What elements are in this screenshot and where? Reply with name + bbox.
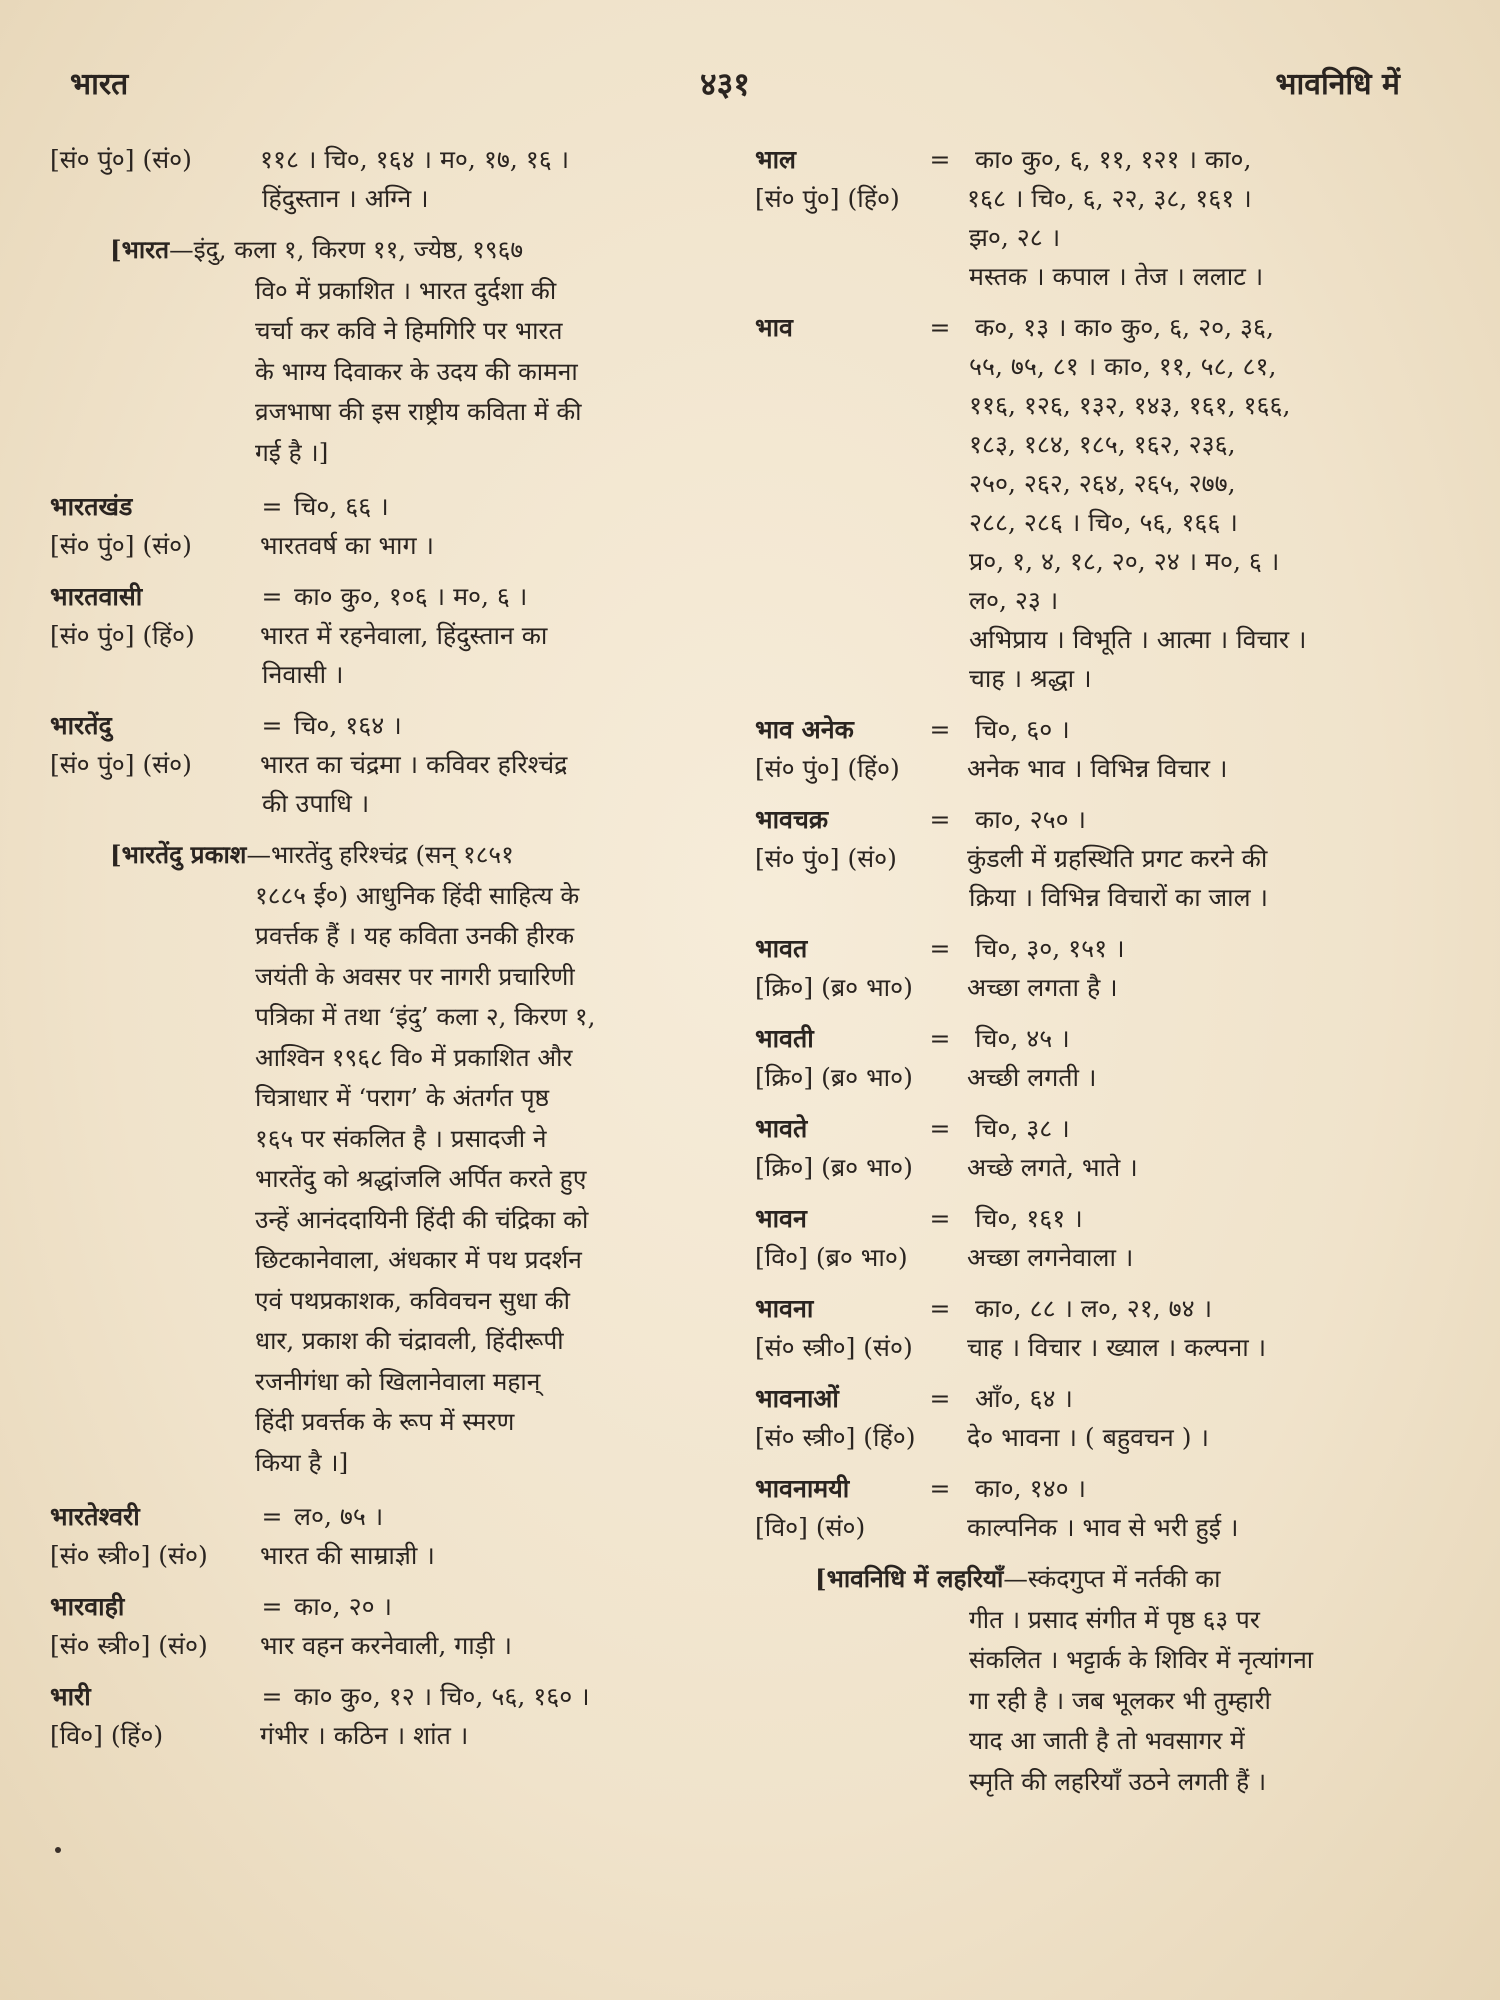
note-bhavnidhi-mein-lahariyan bbox=[755, 1559, 1415, 1802]
note-line: —स्कंदगुप्त में नर्तकी का bbox=[1003, 1564, 1221, 1593]
note-line: व्रजभाषा की इस राष्ट्रीय कविता में की bbox=[255, 397, 582, 426]
entry-refs: का०, २५० । bbox=[975, 805, 1086, 834]
note-line: उन्हें आनंददायिनी हिंदी की चंद्रिका को bbox=[255, 1204, 589, 1234]
entry-definition: चाह । श्रद्धा । bbox=[969, 664, 1092, 693]
entry-definition: चाह । विचार । ख्याल । कल्पना । bbox=[967, 1333, 1267, 1362]
headword: भारवाही bbox=[50, 1592, 125, 1621]
entry-definition: भारतवर्ष का भाग । bbox=[260, 531, 434, 560]
grammar-label: [वि०] (सं०) bbox=[755, 1513, 866, 1542]
entry-bhav-anek bbox=[755, 710, 1415, 788]
grammar-label: [सं० पुं०] (सं०) bbox=[50, 750, 192, 779]
entry-bharatvasi bbox=[50, 577, 710, 694]
entry-bhavate bbox=[755, 1109, 1415, 1187]
entry-bhal bbox=[755, 140, 1415, 296]
entry-refs: क०, १३ । का० कु०, ६, २०, ३६, bbox=[975, 313, 1274, 342]
headword: भारतेंदु bbox=[50, 711, 112, 740]
entry-definition: भारत का चंद्रमा । कविवर हरिश्चंद्र bbox=[260, 750, 568, 779]
note-line: चर्चा कर कवि ने हिमगिरि पर भारत bbox=[255, 316, 563, 345]
note-line: जयंती के अवसर पर नागरी प्रचारिणी bbox=[255, 961, 575, 991]
entry-bhari bbox=[50, 1677, 710, 1755]
print-speck bbox=[55, 1847, 61, 1853]
grammar-label: [सं० स्त्री०] (सं०) bbox=[50, 1541, 208, 1570]
equals-sign: = bbox=[261, 1592, 283, 1621]
entry-refs: का० कु०, १२ । चि०, ५६, १६० । bbox=[294, 1682, 590, 1711]
note-line: प्रवर्त्तक हैं । यह कविता उनकी हीरक bbox=[255, 921, 575, 950]
equals-sign: = bbox=[929, 1024, 951, 1053]
headword: भाव अनेक bbox=[755, 715, 854, 744]
entry-refs: का० कु०, १०६ । म०, ६ । bbox=[294, 582, 528, 611]
entry-refs: चि०, १६४ । bbox=[294, 711, 402, 740]
note-line: एवं पथप्रकाशक, कविवचन सुधा की bbox=[255, 1285, 570, 1315]
entry-refs: १६८ । चि०, ६, २२, ३८, १६१ । bbox=[967, 184, 1252, 213]
entry-bhavan bbox=[755, 1199, 1415, 1277]
entry-bharateshvari bbox=[50, 1497, 710, 1575]
header-left-guide-word: भारत bbox=[70, 67, 129, 102]
headword: भावत bbox=[755, 934, 808, 963]
note-line: चित्राधार में ‘पराग’ के अंतर्गत पृष्ठ bbox=[255, 1083, 550, 1112]
entry-refs: प्र०, १, ४, १८, २०, २४ । म०, ६ । bbox=[969, 547, 1280, 576]
note-line: वि० में प्रकाशित । भारत दुर्दशा की bbox=[255, 275, 557, 305]
grammar-label: [सं० पुं०] (हिं०) bbox=[755, 184, 900, 213]
entry-definition: दे० भावना । ( बहुवचन ) । bbox=[967, 1423, 1209, 1452]
note-bharatendu-prakash bbox=[50, 835, 710, 1483]
entry-definition: निवासी । bbox=[262, 660, 344, 689]
grammar-label: [सं० स्त्री०] (हिं०) bbox=[755, 1423, 916, 1452]
headword: भावती bbox=[755, 1024, 814, 1053]
equals-sign: = bbox=[261, 582, 283, 611]
note-line: संकलित । भट्टार्क के शिविर में नृत्यांगना bbox=[969, 1645, 1314, 1674]
entry-refs: आँ०, ६४ । bbox=[975, 1384, 1073, 1413]
equals-sign: = bbox=[929, 805, 951, 834]
entry-definition: भारत की साम्राज्ञी । bbox=[260, 1541, 435, 1570]
note-line: —इंदु, कला १, किरण ११, ज्येष्ठ, १९६७ bbox=[169, 235, 524, 264]
entry-refs: का० कु०, ६, ११, १२१ । का०, bbox=[975, 145, 1252, 174]
entry-refs: चि०, ३८ । bbox=[975, 1114, 1070, 1143]
entry-definition: क्रिया । विभिन्न विचारों का जाल । bbox=[969, 883, 1269, 912]
note-line: १८८५ ई०) आधुनिक हिंदी साहित्य के bbox=[255, 880, 580, 910]
note-line: गा रही है । जब भूलकर भी तुम्हारी bbox=[969, 1685, 1271, 1715]
entry-definition: भार वहन करनेवाली, गाड़ी । bbox=[260, 1631, 513, 1660]
headword: भाव bbox=[755, 313, 793, 342]
grammar-label: [सं० स्त्री०] (सं०) bbox=[755, 1333, 913, 1362]
entry-refs: का०, ८८ । ल०, २१, ७४ । bbox=[975, 1294, 1213, 1323]
equals-sign: = bbox=[929, 1114, 951, 1143]
grammar-label: [क्रि०] (ब्र० भा०) bbox=[755, 1063, 913, 1092]
note-line: स्मृति की लहरियाँ उठने लगती हैं । bbox=[969, 1766, 1267, 1796]
entry-definition: अच्छा लगनेवाला । bbox=[967, 1243, 1134, 1272]
grammar-label: [सं० पुं०] (हिं०) bbox=[50, 621, 195, 650]
entry-definition: काल्पनिक । भाव से भरी हुई । bbox=[967, 1513, 1239, 1542]
entry-refs: चि०, ३०, १५१ । bbox=[975, 934, 1125, 963]
note-head: [भारत bbox=[110, 235, 170, 264]
grammar-label: [क्रि०] (ब्र० भा०) bbox=[755, 1153, 913, 1182]
entry-definition: अनेक भाव । विभिन्न विचार । bbox=[967, 754, 1228, 783]
entry-bhavanaon bbox=[755, 1379, 1415, 1457]
entry-bhavchakra bbox=[755, 800, 1415, 917]
note-bharat bbox=[50, 230, 710, 473]
right-column bbox=[755, 140, 1415, 1816]
note-line: गीत । प्रसाद संगीत में पृष्ठ ६३ पर bbox=[969, 1604, 1260, 1634]
note-line: हिंदी प्रवर्त्तक के रूप में स्मरण bbox=[255, 1407, 515, 1436]
grammar-label: [वि०] (हिं०) bbox=[50, 1721, 164, 1750]
note-head: [भावनिधि में लहरियाँ bbox=[815, 1564, 1004, 1593]
grammar-label: [सं० पुं०] (सं०) bbox=[755, 844, 897, 873]
entry-bharatkhand bbox=[50, 487, 710, 565]
entry-refs: का०, २० । bbox=[294, 1592, 392, 1621]
grammar-label: [वि०] (ब्र० भा०) bbox=[755, 1243, 908, 1272]
entry-definition: हिंदुस्तान । अग्नि । bbox=[262, 184, 429, 213]
entry-bharatendu bbox=[50, 706, 710, 823]
note-line: के भाग्य दिवाकर के उदय की कामना bbox=[255, 356, 578, 386]
equals-sign: = bbox=[929, 313, 951, 342]
equals-sign: = bbox=[929, 1384, 951, 1413]
note-line: आश्विन १९६८ वि० में प्रकाशित और bbox=[255, 1042, 573, 1072]
entry-bhavana bbox=[755, 1289, 1415, 1367]
equals-sign: = bbox=[929, 934, 951, 963]
page-number: ४३१ bbox=[700, 65, 750, 103]
equals-sign: = bbox=[261, 1502, 283, 1531]
left-column bbox=[50, 140, 710, 1767]
entry-definition: अच्छा लगता है । bbox=[967, 973, 1118, 1002]
entry-refs: ११८ । चि०, १६४ । म०, १७, १६ । bbox=[260, 145, 570, 174]
note-line: —भारतेंदु हरिश्चंद्र (सन् १८५१ bbox=[246, 840, 514, 869]
equals-sign: = bbox=[929, 1204, 951, 1233]
entry-refs: चि०, ६६ । bbox=[294, 492, 389, 521]
entry-bharat-continued bbox=[50, 140, 710, 218]
entry-bhavat bbox=[755, 929, 1415, 1007]
entry-bhavanamayi bbox=[755, 1469, 1415, 1547]
grammar-label: [सं० पुं०] (हिं०) bbox=[755, 754, 900, 783]
grammar-label: [सं० स्त्री०] (सं०) bbox=[50, 1631, 208, 1660]
entry-refs: ५५, ७५, ८१ । का०, ११, ५८, ८१, bbox=[969, 352, 1277, 381]
entry-refs: ११६, १२६, १३२, १४३, १६१, १६६, bbox=[969, 391, 1291, 420]
headword: भावन bbox=[755, 1204, 807, 1233]
entry-refs: चि०, ४५ । bbox=[975, 1024, 1070, 1053]
equals-sign: = bbox=[929, 1474, 951, 1503]
entry-refs: चि०, १६१ । bbox=[975, 1204, 1083, 1233]
note-line: धार, प्रकाश की चंद्रावली, हिंदीरूपी bbox=[255, 1326, 564, 1355]
headword: भावते bbox=[755, 1114, 808, 1143]
note-head: [भारतेंदु प्रकाश bbox=[110, 840, 247, 869]
headword: भावनामयी bbox=[755, 1474, 850, 1503]
note-line: याद आ जाती है तो भवसागर में bbox=[969, 1726, 1245, 1755]
note-line: भारतेंदु को श्रद्धांजलि अर्पित करते हुए bbox=[255, 1164, 587, 1193]
entry-refs: का०, १४० । bbox=[975, 1474, 1086, 1503]
entry-refs: ल०, २३ । bbox=[969, 586, 1059, 615]
equals-sign: = bbox=[261, 1682, 283, 1711]
equals-sign: = bbox=[929, 1294, 951, 1323]
note-line: किया है ।] bbox=[255, 1447, 349, 1477]
note-line: पत्रिका में तथा ‘इंदु’ कला २, किरण १, bbox=[255, 1002, 596, 1031]
note-line: गई है ।] bbox=[255, 437, 329, 467]
headword: भारतवासी bbox=[50, 582, 143, 611]
headword: भारतेश्वरी bbox=[50, 1502, 140, 1531]
entry-refs: झ०, २८ । bbox=[969, 223, 1061, 252]
headword: भावनाओं bbox=[755, 1384, 839, 1413]
headword: भावचक्र bbox=[755, 805, 829, 834]
entry-refs: २८८, २८६ । चि०, ५६, १६६ । bbox=[969, 508, 1238, 537]
entry-bhav bbox=[755, 308, 1415, 698]
entry-refs: ल०, ७५ । bbox=[294, 1502, 384, 1531]
entry-refs: १८३, १८४, १८५, १६२, २३६, bbox=[969, 430, 1236, 459]
entry-definition: अच्छी लगती । bbox=[967, 1063, 1097, 1092]
entry-refs: चि०, ६० । bbox=[975, 715, 1070, 744]
equals-sign: = bbox=[929, 715, 951, 744]
header-right-guide-word: भावनिधि में bbox=[1275, 67, 1400, 102]
entry-definition: अच्छे लगते, भाते । bbox=[967, 1153, 1138, 1182]
equals-sign: = bbox=[261, 492, 283, 521]
headword: भारतखंड bbox=[50, 492, 133, 521]
entry-definition: गंभीर । कठिन । शांत । bbox=[260, 1721, 469, 1750]
entry-definition: भारत में रहनेवाला, हिंदुस्तान का bbox=[260, 621, 548, 650]
grammar-label: [क्रि०] (ब्र० भा०) bbox=[755, 973, 913, 1002]
entry-definition: की उपाधि । bbox=[262, 789, 370, 818]
note-line: छिटकानेवाला, अंधकार में पथ प्रदर्शन bbox=[255, 1245, 582, 1274]
equals-sign: = bbox=[261, 711, 283, 740]
grammar-label: [सं० पुं०] (सं०) bbox=[50, 145, 192, 174]
grammar-label: [सं० पुं०] (सं०) bbox=[50, 531, 192, 560]
entry-definition: मस्तक । कपाल । तेज । ललाट । bbox=[969, 262, 1264, 291]
headword: भावना bbox=[755, 1294, 814, 1323]
equals-sign: = bbox=[929, 145, 951, 174]
note-line: रजनीगंधा को खिलानेवाला महान् bbox=[255, 1366, 541, 1396]
headword: भाल bbox=[755, 145, 797, 174]
entry-refs: २५०, २६२, २६४, २६५, २७७, bbox=[969, 469, 1236, 498]
entry-bhavati bbox=[755, 1019, 1415, 1097]
page-header bbox=[60, 62, 1400, 112]
entry-definition: अभिप्राय । विभूति । आत्मा । विचार । bbox=[969, 625, 1307, 654]
headword: भारी bbox=[50, 1682, 91, 1711]
entry-bharvahi bbox=[50, 1587, 710, 1665]
note-line: १६५ पर संकलित है । प्रसादजी ने bbox=[255, 1123, 547, 1153]
entry-definition: कुंडली में ग्रहस्थिति प्रगट करने की bbox=[967, 844, 1268, 873]
